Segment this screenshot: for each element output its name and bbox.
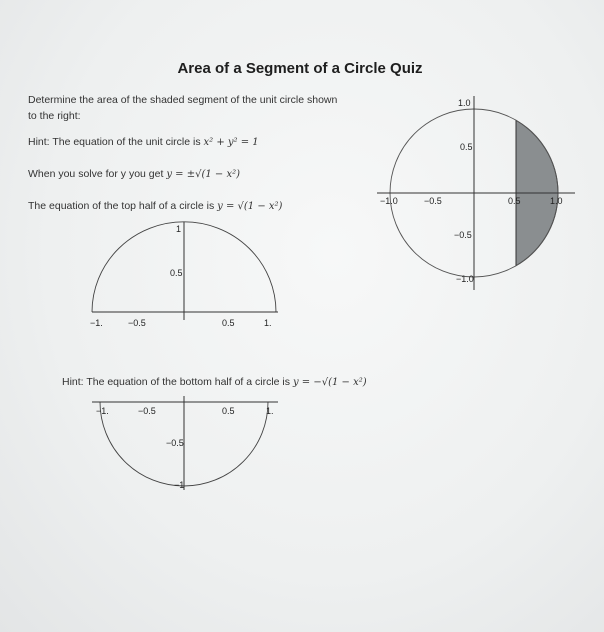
x-tick-label: −1. (96, 406, 109, 416)
x-tick-label: −0.5 (138, 406, 156, 416)
hint-bottom-half-text: Hint: The equation of the bottom half of a circle is (62, 376, 291, 388)
x-tick-label: 0.5 (508, 196, 521, 206)
bottom-half-graph (92, 396, 278, 490)
x-tick-label: −0.5 (128, 318, 146, 328)
top-half-text: The equation of the top half of a circle is (28, 200, 215, 212)
x-tick-label: 1. (264, 318, 272, 328)
x-tick-label: 0.5 (222, 406, 235, 416)
solve-for-y-text: When you solve for y you get (28, 168, 164, 180)
top-half-graph (90, 222, 278, 328)
y-tick-label: −1 (174, 480, 185, 490)
x-tick-label: 1.0 (550, 196, 563, 206)
y-tick-label: 1.0 (458, 98, 471, 108)
question-line-1: Determine the area of the shaded segment of the unit circle shown (28, 94, 338, 106)
y-tick-label: −0.5 (454, 230, 472, 240)
x-tick-label: −1. (90, 318, 103, 328)
x-tick-label: −0.5 (424, 196, 442, 206)
x-tick-label: 0.5 (222, 318, 235, 328)
page-title: Area of a Segment of a Circle Quiz (177, 60, 423, 77)
hint-unit-circle-text: Hint: The equation of the unit circle is (28, 136, 201, 148)
y-tick-label: 0.5 (460, 142, 473, 152)
full-circle-graph (377, 96, 575, 290)
y-tick-label: −1.0 (456, 274, 474, 284)
x-tick-label: −1.0 (380, 196, 398, 206)
y-tick-label: 0.5 (170, 268, 183, 278)
x-tick-label: 1. (266, 406, 274, 416)
top-half-equation: y = √(1 − x²) (217, 201, 283, 212)
solve-for-y-equation: y = ±√(1 − x²) (166, 169, 241, 180)
y-tick-label: −0.5 (166, 438, 184, 448)
y-tick-label: 1 (176, 224, 182, 234)
unit-circle-equation: x² + y² = 1 (203, 137, 259, 148)
bottom-half-equation: y = −√(1 − x²) (292, 377, 367, 388)
question-line-2: to the right: (28, 110, 81, 122)
